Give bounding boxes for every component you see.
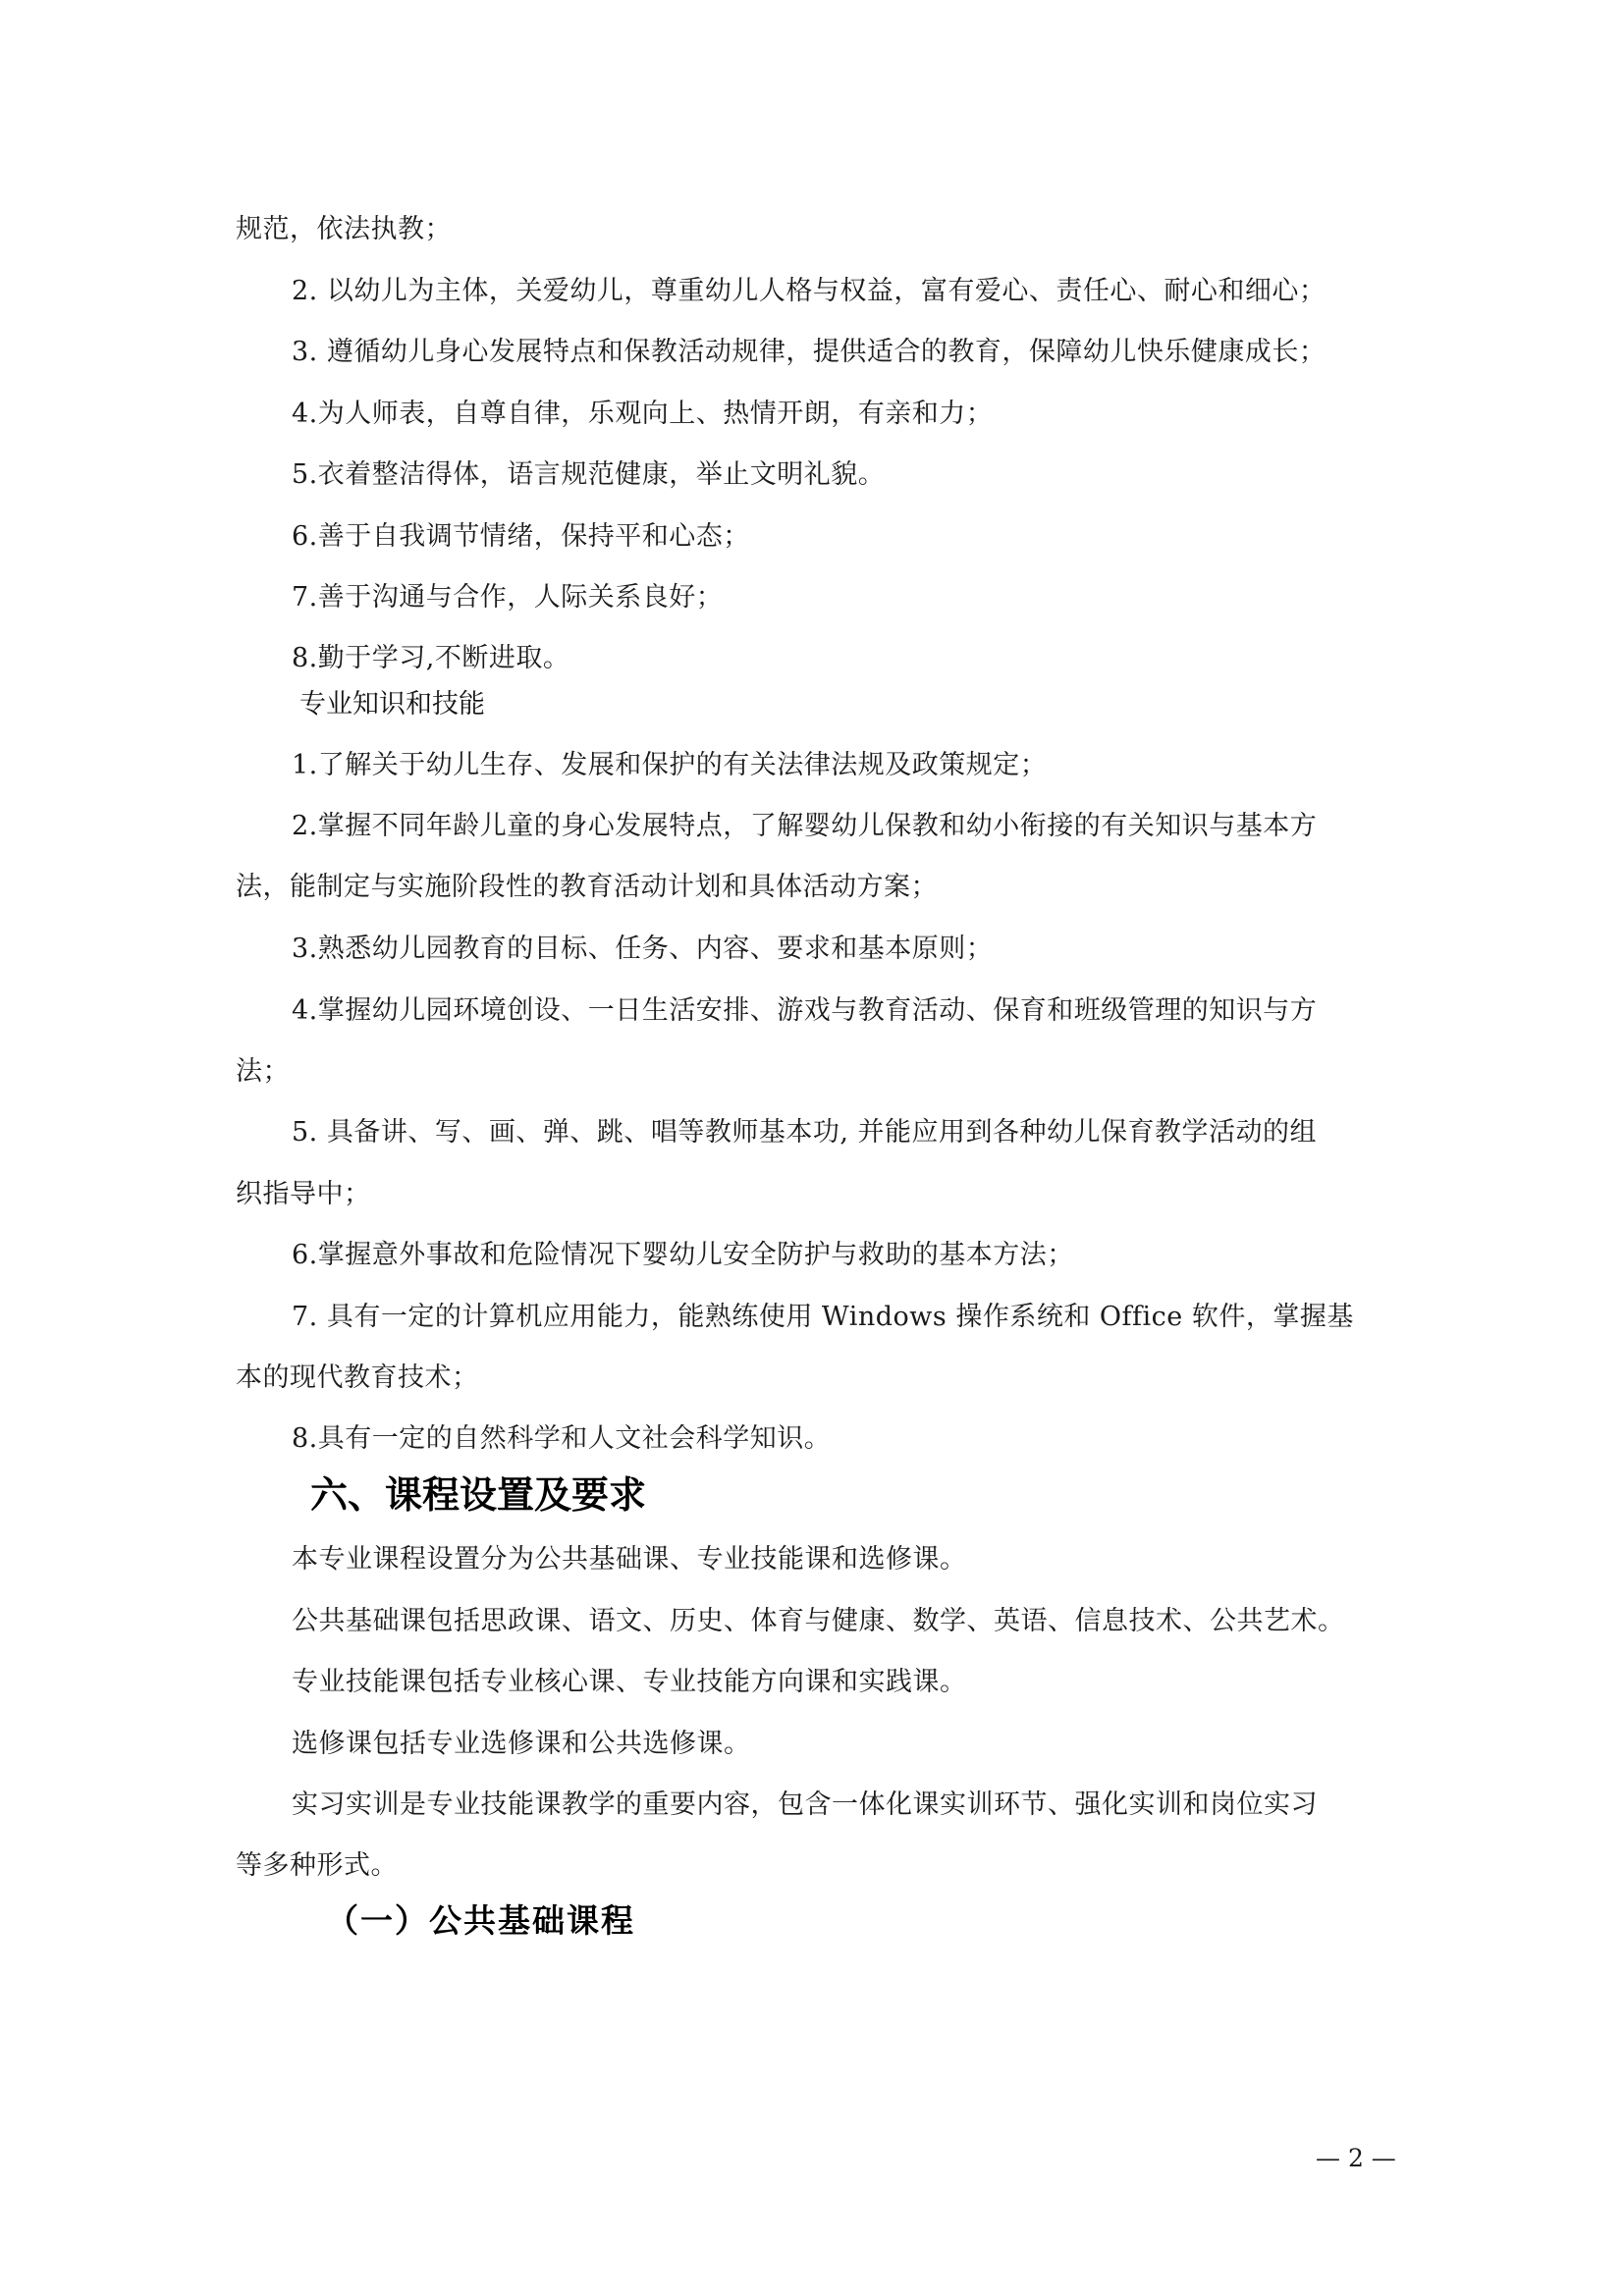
knowledge-item-4: 4.掌握幼儿园环境创设、一日生活安排、游戏与教育活动、保育和班级管理的知识与方	[292, 995, 1318, 1026]
knowledge-item-2-cont: 法，能制定与实施阶段性的教育活动计划和具体活动方案；	[236, 872, 938, 902]
attitude-item-3: 3. 遵循幼儿身心发展特点和保教活动规律，提供适合的教育，保障幼儿快乐健康成长；	[292, 337, 1326, 367]
attitude-item-8: 8.勤于学习,不断进取。	[292, 643, 570, 673]
knowledge-item-3: 3.熟悉幼儿园教育的目标、任务、内容、要求和基本原则；	[292, 934, 994, 964]
attitude-item-6: 6.善于自我调节情绪，保持平和心态；	[292, 521, 750, 552]
section-6-paragraph: 实习实训是专业技能课教学的重要内容，包含一体化课实训环节、强化实训和岗位实习	[292, 1789, 1318, 1820]
attitude-item-2: 2. 以幼儿为主体，关爱幼儿，尊重幼儿人格与权益，富有爱心、责任心、耐心和细心；	[292, 276, 1326, 306]
knowledge-heading: 专业知识和技能	[299, 689, 485, 720]
section-6-paragraph: 选修课包括专业选修课和公共选修课。	[292, 1729, 751, 1759]
attitude-item-5: 5.衣着整洁得体，语言规范健康，举止文明礼貌。	[292, 459, 886, 490]
knowledge-item-2: 2.掌握不同年龄儿童的身心发展特点，了解婴幼儿保教和幼小衔接的有关知识与基本方	[292, 811, 1318, 841]
knowledge-item-1: 1.了解关于幼儿生存、发展和保护的有关法律法规及政策规定；	[292, 750, 1048, 780]
knowledge-item-6: 6.掌握意外事故和危险情况下婴幼儿安全防护与救助的基本方法；	[292, 1240, 1074, 1270]
section-6-paragraph: 公共基础课包括思政课、语文、历史、体育与健康、数学、英语、信息技术、公共艺术。	[292, 1606, 1345, 1636]
knowledge-item-7-cont: 本的现代教育技术；	[236, 1362, 479, 1393]
attitude-item-7: 7.善于沟通与合作，人际关系良好；	[292, 582, 724, 613]
knowledge-item-5: 5. 具备讲、写、画、弹、跳、唱等教师基本功, 并能应用到各种幼儿保育教学活动的组	[292, 1117, 1318, 1148]
knowledge-item-7: 7. 具有一定的计算机应用能力，能熟练使用 Windows 操作系统和 Office 软件，掌握基	[292, 1302, 1354, 1332]
knowledge-item-4-cont: 法；	[236, 1056, 290, 1087]
page-number: — 2 —	[1316, 2144, 1396, 2172]
knowledge-item-5-cont: 织指导中；	[236, 1179, 371, 1209]
knowledge-item-8: 8.具有一定的自然科学和人文社会科学知识。	[292, 1423, 832, 1454]
subsection-1-heading: （一）公共基础课程	[326, 1901, 635, 1940]
section-6-paragraph: 本专业课程设置分为公共基础课、专业技能课和选修课。	[292, 1544, 967, 1575]
attitude-item-4: 4.为人师表，自尊自律，乐观向上、热情开朗，有亲和力；	[292, 399, 994, 429]
section-6-heading: 六、课程设置及要求	[310, 1473, 647, 1517]
continuation-line: 规范，依法执教；	[236, 214, 452, 244]
section-6-paragraph: 专业技能课包括专业核心课、专业技能方向课和实践课。	[292, 1667, 967, 1697]
section-6-paragraph-cont: 等多种形式。	[236, 1850, 398, 1881]
